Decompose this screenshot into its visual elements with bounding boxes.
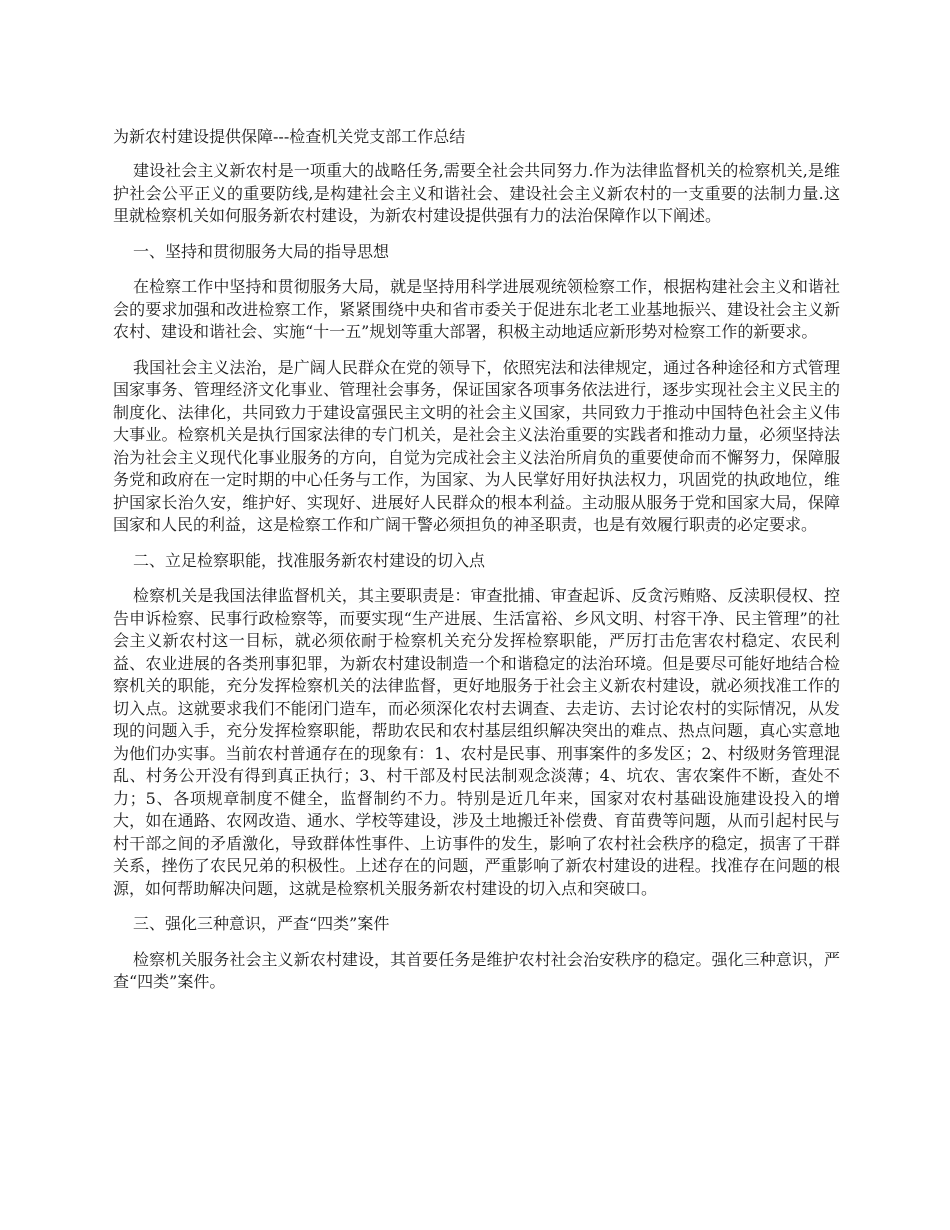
section-3-paragraph-1: 检察机关服务社会主义新农村建设，其首要任务是维护农村社会治安秩序的稳定。强化三种意识，严查“四类”案件。 [113, 949, 840, 991]
document-title: 为新农村建设提供保障---检查机关党支部工作总结 [113, 127, 466, 146]
section-heading-2: 二、立足检察职能，找准服务新农村建设的切入点 [133, 550, 486, 570]
section-heading-1: 一、坚持和贯彻服务大局的指导思想 [133, 241, 390, 261]
section-2-paragraph-1: 检察机关是我国法律监督机关，其主要职责是：审查批捕、审查起诉、反贪污贿赂、反渎职侵权、控告申诉检察、民事行政检察等，而要实现“生产进展、生活富裕、乡风文明、村容干净、民主管理”的社会主义新农村这一目标，就必须依耐于检察机关充分发挥检察职能，严厉打击危害农村稳定、农民利益、农业进展的各类刑事犯罪，为新农村建设制造一个和谐稳定的法治环境。但是要尽可能好地结合检察机关的职能，充分发挥检察机关的法律监督，更好地服务于社会主义新农村建设，就必须找准工作的切入点。这就要求我们不能闭门造车，而必须深化农村去调查、去走访、去讨论农村的实际情况，从发现的问题入手，充分发挥检察职能，帮助农民和农村基层组织解决突出的难点、热点问题，真心实意地为他们办实事。当前农村普通存在的现象有：1、农村是民事、刑事案件的多发区；2、村级财务管理混乱、村务公开没有得到真正执行；3、村干部及村民法制观念淡薄；4、坑农、害农案件不断，查处不力；5、各项规章制度不健全，监督制约不力。特别是近几年来，国家对农村基础设施建设投入的增大，如在通路、农网改造、通水、学校等建设，涉及土地搬迁补偿费、育苗费等问题，从而引起村民与村干部之间的矛盾激化，导致群体性事件、上访事件的发生，影响了农村社会秩序的稳定，损害了干群关系，挫伤了农民兄弟的积极性。上述存在的问题，严重影响了新农村建设的进程。找准存在问题的根源，如何帮助解决问题，这就是检察机关服务新农村建设的切入点和突破口。 [113, 586, 840, 898]
intro-paragraph: 建设社会主义新农村是一项重大的战略任务,需要全社会共同努力.作为法律监督机关的检察机关,是维护社会公平正义的重要防线,是构建社会主义和谐社会、建设社会主义新农村的一支重要的法制力量.这里就检察机关如何服务新农村建设，为新农村建设提供强有力的法治保障作以下阐述。 [113, 161, 840, 225]
section-1-paragraph-1: 在检察工作中坚持和贯彻服务大局，就是坚持用科学进展观统领检察工作，根据构建社会主义和谐社会的要求加强和改进检察工作，紧紧围绕中央和省市委关于促进东北老工业基地振兴、建设社会主义新农村、建设和谐社会、实施“十一五”规划等重大部署，积极主动地适应新形势对检察工作的新要求。 [113, 277, 840, 341]
section-1-paragraph-2: 我国社会主义法治，是广阔人民群众在党的领导下，依照宪法和法律规定，通过各种途径和方式管理国家事务、管理经济文化事业、管理社会事务，保证国家各项事务依法进行，逐步实现社会主义民主的制度化、法律化，共同致力于建设富强民主文明的社会主义国家，共同致力于推动中国特色社会主义伟大事业。检察机关是执行国家法律的专门机关，是社会主义法治重要的实践者和推动力量，必须坚持法治为社会主义现代化事业服务的方向，自觉为完成社会主义法治所肩负的重要使命而不懈努力，保障服务党和政府在一定时期的中心任务与工作，为国家、为人民掌好用好执法权力，巩固党的执政地位，维护国家长治久安，维护好、实现好、进展好人民群众的根本利益。主动服从服务于党和国家大局，保障国家和人民的利益，这是检察工作和广阔干警必须担负的神圣职责，也是有效履行职责的必定要求。 [113, 357, 840, 534]
document-page [113, 126, 840, 1007]
section-heading-3: 三、强化三种意识，严查“四类”案件 [133, 914, 390, 933]
